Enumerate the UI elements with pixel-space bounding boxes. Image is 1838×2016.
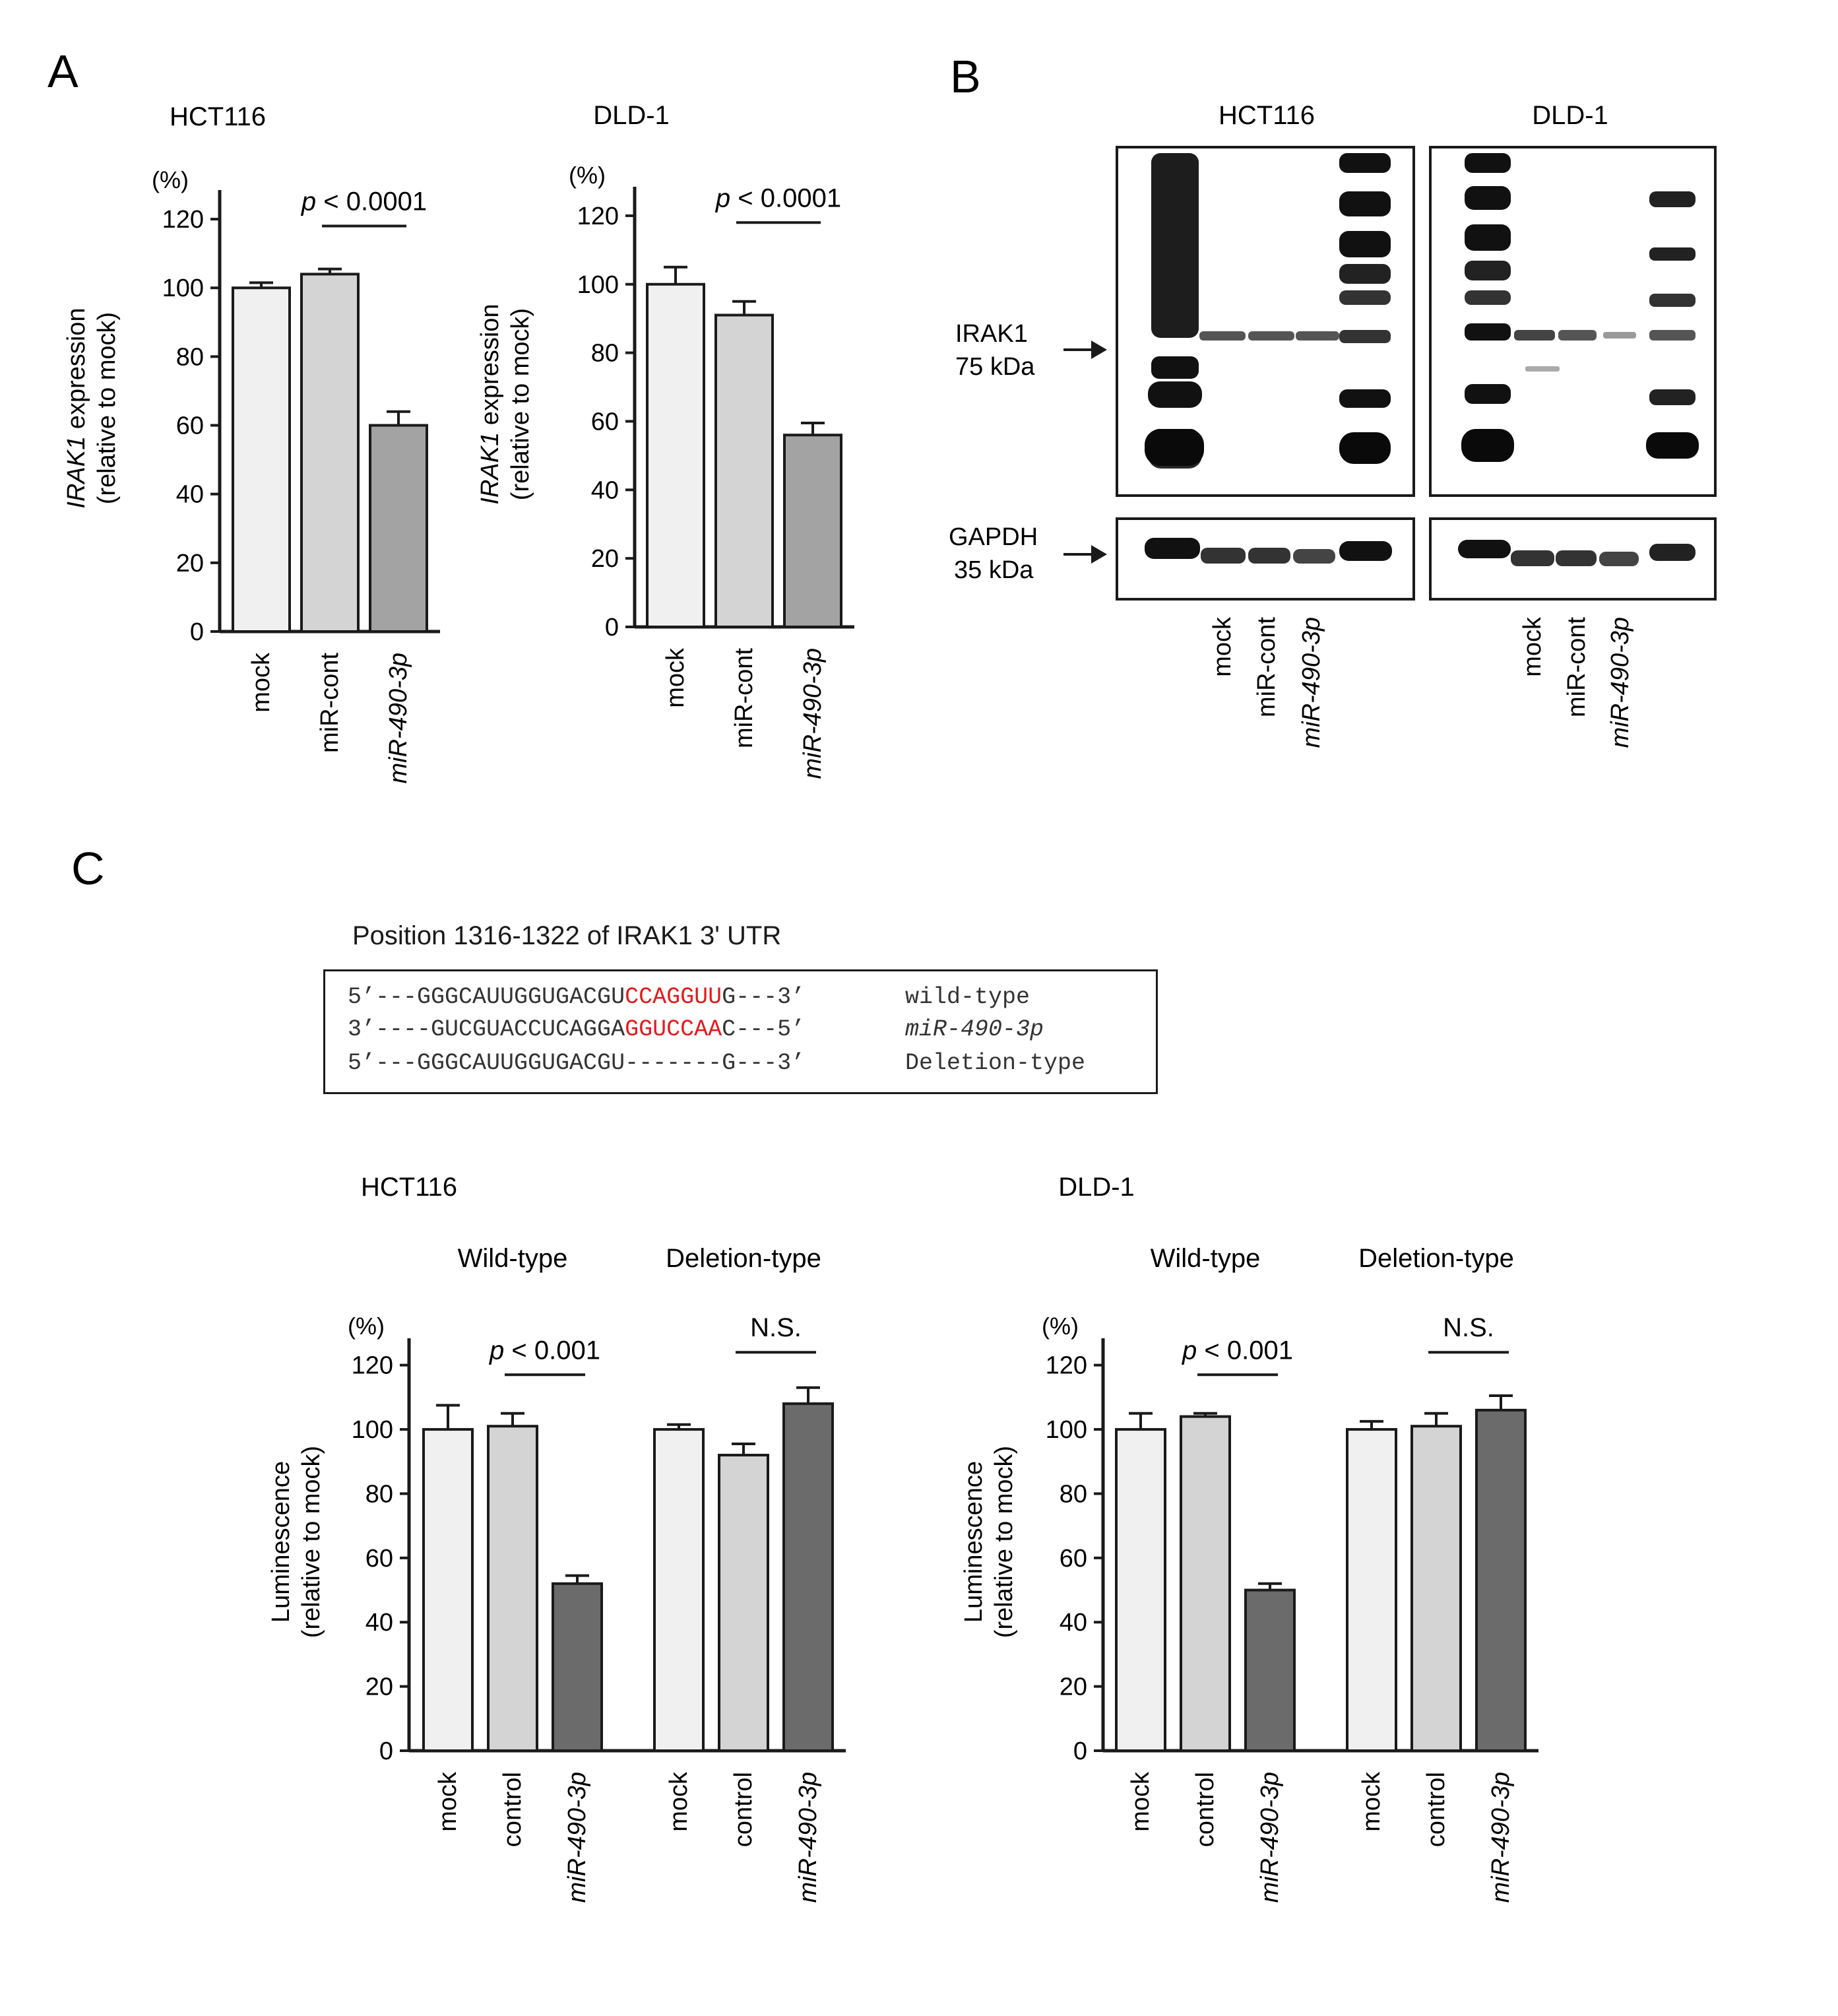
chart-title: HCT116 xyxy=(361,1173,457,1202)
group-label-deletion-type: Deletion-type xyxy=(666,1244,821,1273)
gapdh-label: GAPDH xyxy=(949,523,1038,551)
lane-label-dld1-mir490: miR-490-3p xyxy=(1606,617,1634,748)
p-symbol: p xyxy=(301,187,317,216)
p-value: N.S. xyxy=(1443,1313,1494,1343)
chart-title: DLD-1 xyxy=(593,101,670,130)
bar xyxy=(1246,1590,1294,1751)
y-tick-label: 40 xyxy=(1059,1609,1087,1637)
bar xyxy=(233,288,290,632)
bar xyxy=(784,1404,833,1751)
chart-title: DLD-1 xyxy=(1058,1173,1135,1202)
y-axis-label-line2: (relative to mock) xyxy=(93,311,121,505)
y-axis-label xyxy=(476,304,504,504)
lane-label-hct116-mock: mock xyxy=(1209,617,1236,677)
category-label: control xyxy=(730,1772,757,1848)
y-tick-label: 0 xyxy=(604,614,619,641)
category-label: control xyxy=(1191,1772,1219,1848)
y-tick-label: 60 xyxy=(590,408,619,436)
chart-a-hct116 xyxy=(63,102,440,784)
category-label: mock xyxy=(434,1772,462,1832)
seq-post: G---3’ xyxy=(722,984,806,1010)
chart-c-dld1 xyxy=(960,1173,1538,1903)
y-tick-label: 120 xyxy=(577,202,619,230)
significance-label xyxy=(1443,1313,1494,1342)
category-label: mock xyxy=(1358,1772,1385,1832)
sequence-row-mirna xyxy=(348,1016,1044,1043)
category-label: mock xyxy=(247,653,275,713)
category-label: control xyxy=(499,1772,526,1848)
y-tick-label: 0 xyxy=(379,1738,393,1765)
seq-label: wild-type xyxy=(905,984,1030,1010)
category-label: miR-490-3p xyxy=(1487,1772,1515,1903)
y-tick-label: 100 xyxy=(351,1416,393,1445)
p-symbol: p xyxy=(1182,1336,1197,1365)
p-value: N.S. xyxy=(750,1313,802,1343)
irak1-arrow xyxy=(1063,341,1107,359)
bar xyxy=(424,1429,472,1751)
y-tick-label: 120 xyxy=(351,1351,393,1380)
y-tick-label: 80 xyxy=(365,1480,393,1509)
bar xyxy=(370,426,427,632)
category-label: miR-cont xyxy=(730,648,758,749)
y-axis-label-line2: (relative to mock) xyxy=(298,1445,325,1639)
category-label: miR-490-3p xyxy=(1256,1772,1284,1903)
gapdh-arrow xyxy=(1063,545,1107,564)
bar xyxy=(784,435,841,627)
bar xyxy=(654,1429,703,1751)
seq-post: C---5’ xyxy=(722,1016,806,1043)
panel-label-b: B xyxy=(950,51,981,102)
y-axis-label xyxy=(63,308,90,508)
significance-label xyxy=(750,1313,802,1342)
category-label: miR-490-3p xyxy=(563,1772,591,1903)
chart-c-hct116 xyxy=(267,1173,846,1903)
blot-irak1-hct116 xyxy=(1117,147,1414,496)
y-tick-label: 20 xyxy=(175,549,204,577)
bar xyxy=(719,1455,768,1751)
lane-label-hct116-mir490: miR-490-3p xyxy=(1298,617,1325,748)
p-symbol: p xyxy=(490,1336,505,1365)
p-value: < 0.0001 xyxy=(316,187,428,216)
y-tick-label: 60 xyxy=(365,1544,393,1573)
y-axis-label-gene: IRAK1 xyxy=(63,436,90,509)
seq-label: miR-490-3p xyxy=(905,1016,1044,1043)
bar xyxy=(647,284,704,627)
seq-highlight: CCAGGUU xyxy=(625,984,722,1010)
category-label: miR-cont xyxy=(316,653,344,754)
y-tick-label: 40 xyxy=(175,480,204,509)
y-tick-label: 0 xyxy=(189,618,204,646)
category-label: miR-490-3p xyxy=(794,1772,822,1903)
p-value: < 0.0001 xyxy=(730,183,842,213)
bar xyxy=(553,1584,602,1751)
y-axis-label: Luminescence xyxy=(960,1460,988,1623)
blot-irak1-dld1 xyxy=(1430,147,1715,496)
unit-label: (%) xyxy=(1042,1313,1079,1340)
western-blot xyxy=(949,101,1715,748)
y-axis-label-line2: (relative to mock) xyxy=(990,1445,1018,1639)
bar xyxy=(1116,1429,1165,1751)
lane-label-hct116-mircont: miR-cont xyxy=(1253,617,1281,718)
blot-gapdh-dld1 xyxy=(1430,519,1715,599)
p-value: < 0.001 xyxy=(1197,1336,1293,1365)
bar xyxy=(1412,1426,1461,1751)
chart-a-dld1 xyxy=(476,101,854,779)
y-tick-label: 100 xyxy=(577,271,619,299)
y-tick-label: 20 xyxy=(1059,1673,1087,1701)
y-tick-label: 0 xyxy=(1073,1738,1087,1765)
seq-pre: 5’---GGGCAUUGGUGACGU-------G---3’ xyxy=(348,1050,806,1076)
y-tick-label: 120 xyxy=(162,206,204,234)
bar xyxy=(1181,1417,1230,1751)
category-label: mock xyxy=(1127,1772,1155,1832)
sequence-row-deletion xyxy=(348,1050,1086,1076)
y-tick-label: 80 xyxy=(1059,1480,1087,1509)
y-axis-label-gene: IRAK1 xyxy=(476,432,504,505)
y-axis-label-line2: (relative to mock) xyxy=(507,308,534,501)
y-tick-label: 120 xyxy=(1045,1351,1087,1380)
group-label-wild-type: Wild-type xyxy=(1150,1244,1261,1273)
unit-label: (%) xyxy=(348,1313,385,1340)
category-label: mock xyxy=(665,1772,693,1832)
y-tick-label: 60 xyxy=(1059,1544,1087,1573)
group-label-deletion-type: Deletion-type xyxy=(1358,1244,1514,1273)
bar xyxy=(488,1426,537,1751)
y-axis-label: Luminescence xyxy=(267,1460,295,1623)
panel-label-a: A xyxy=(48,46,79,97)
gapdh-size: 35 kDa xyxy=(954,556,1034,584)
seq-pre: 5’---GGGCAUUGGUGACGU xyxy=(348,984,625,1010)
blot-title-hct116: HCT116 xyxy=(1219,101,1315,130)
category-label: mock xyxy=(662,648,689,708)
bar xyxy=(1476,1410,1525,1751)
significance-label xyxy=(489,1336,600,1365)
category-label: miR-490-3p xyxy=(799,648,827,779)
bar xyxy=(716,315,773,628)
seq-pre: 3’----GUCGUACCUCAGGA xyxy=(348,1016,625,1043)
irak1-label: IRAK1 xyxy=(955,320,1028,348)
sequence-row-wild-type xyxy=(348,984,1030,1010)
lane-label-dld1-mircont: miR-cont xyxy=(1563,617,1591,718)
p-value: < 0.001 xyxy=(504,1336,600,1365)
y-tick-label: 100 xyxy=(162,275,204,303)
y-tick-label: 20 xyxy=(590,545,619,573)
y-tick-label: 100 xyxy=(1045,1416,1087,1445)
sequence-title: Position 1316-1322 of IRAK1 3' UTR xyxy=(352,921,782,950)
seq-highlight: GGUCCAA xyxy=(625,1016,722,1043)
p-symbol: p xyxy=(715,183,731,213)
lane-label-dld1-mock: mock xyxy=(1519,617,1546,677)
group-label-wild-type: Wild-type xyxy=(457,1244,568,1273)
significance-label xyxy=(715,183,841,212)
bar xyxy=(1347,1429,1396,1751)
y-tick-label: 60 xyxy=(175,412,204,440)
unit-label: (%) xyxy=(152,166,189,193)
irak1-size: 75 kDa xyxy=(955,353,1035,381)
chart-title: HCT116 xyxy=(170,102,266,131)
significance-label xyxy=(301,187,427,216)
category-label: miR-490-3p xyxy=(385,653,412,784)
y-tick-label: 80 xyxy=(175,343,204,372)
panel-label-c: C xyxy=(71,843,105,894)
y-tick-label: 40 xyxy=(590,476,619,505)
significance-label xyxy=(1182,1336,1293,1365)
y-tick-label: 80 xyxy=(590,339,619,368)
category-label: control xyxy=(1422,1772,1450,1848)
y-axis-label-rest: expression xyxy=(63,308,90,436)
y-tick-label: 20 xyxy=(365,1673,393,1701)
blot-gapdh-hct116 xyxy=(1117,519,1414,599)
blot-title-dld1: DLD-1 xyxy=(1532,101,1608,130)
y-axis-label-rest: expression xyxy=(476,304,504,432)
y-tick-label: 40 xyxy=(365,1609,393,1637)
bar xyxy=(301,274,358,632)
unit-label: (%) xyxy=(569,162,606,189)
seq-label: Deletion-type xyxy=(905,1050,1086,1076)
